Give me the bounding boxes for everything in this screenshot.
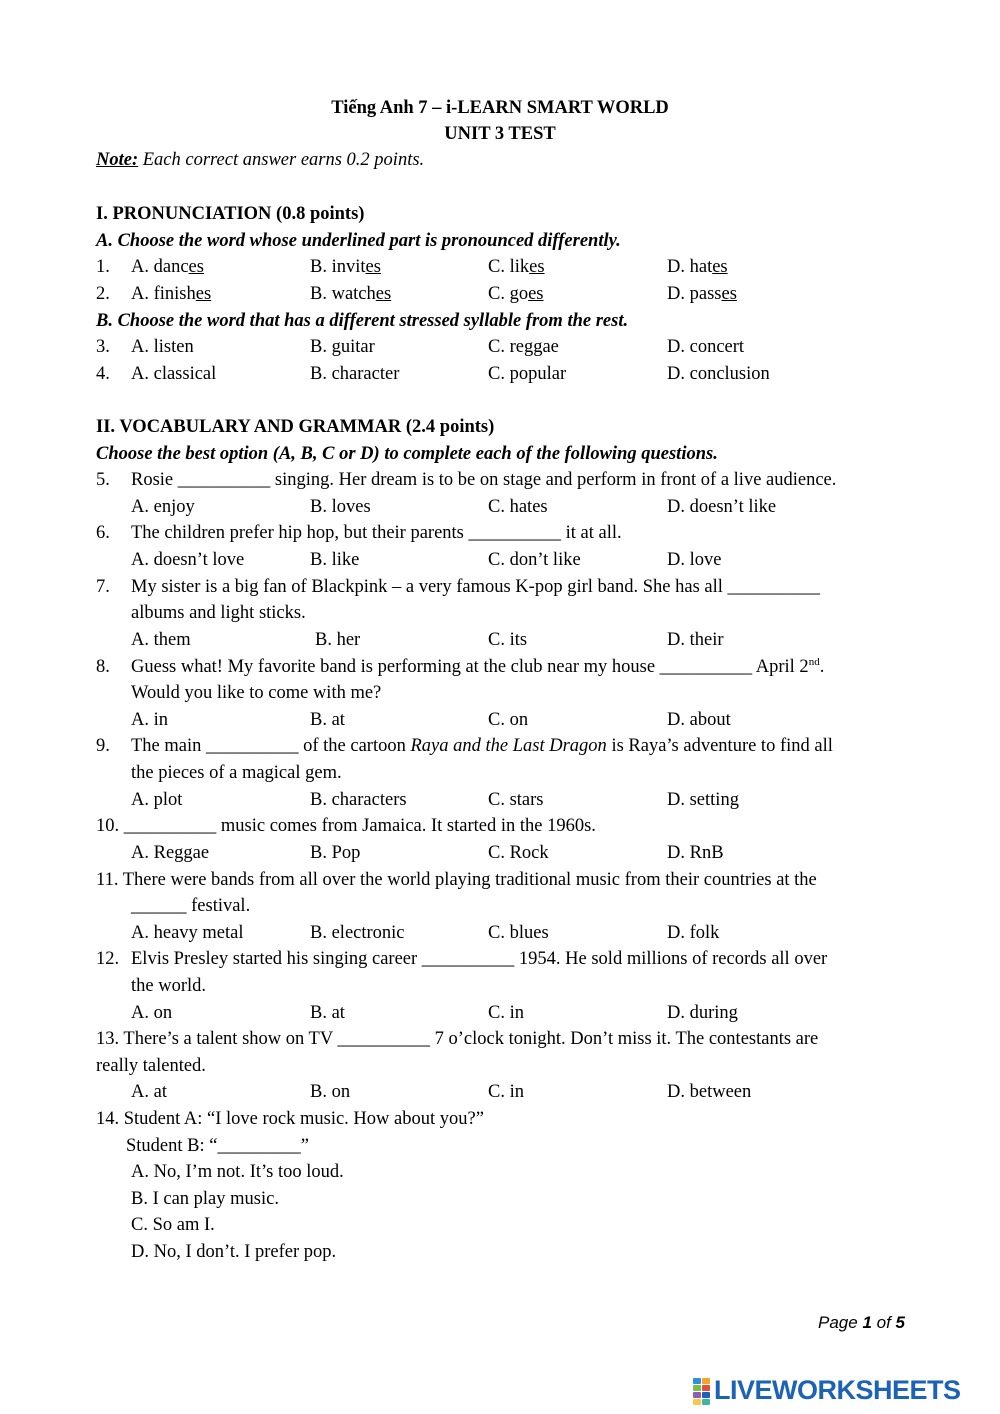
part-a-instruction: A. Choose the word whose underlined part is pronounced differently. — [96, 231, 621, 251]
question-8 — [96, 655, 946, 679]
option-d[interactable]: D. their — [667, 630, 724, 650]
question-number: 1. — [96, 257, 110, 277]
question-13-options — [96, 1080, 946, 1104]
option-c[interactable]: C. hates — [488, 497, 548, 517]
question-number: 5. — [96, 470, 110, 490]
question-4 — [96, 362, 946, 386]
question-11: 11. There were bands from all over the world playing traditional music from their countries at the — [96, 870, 817, 890]
option-d[interactable]: D. conclusion — [667, 364, 770, 384]
current-page: 1 — [862, 1313, 872, 1332]
section-pronunciation-title: I. PRONUNCIATION (0.8 points) — [96, 204, 365, 224]
option-a[interactable]: A. Reggae — [131, 843, 210, 863]
option-a[interactable]: A. them — [131, 630, 191, 650]
question-6-options — [96, 548, 946, 572]
option-c[interactable]: C. Rock — [488, 843, 549, 863]
option-a[interactable]: A. finishes — [131, 284, 212, 304]
option-a[interactable]: A. enjoy — [131, 497, 195, 517]
question-7-options — [96, 628, 946, 652]
logo-text: LIVEWORKSHEETS — [714, 1375, 961, 1405]
question-5-options — [96, 495, 946, 519]
total-pages: 5 — [895, 1313, 905, 1332]
question-number: 6. — [96, 523, 110, 543]
option-b[interactable]: B. loves — [310, 497, 371, 517]
option-d[interactable]: D. setting — [667, 790, 739, 810]
section-vocabulary-instruction: Choose the best option (A, B, C or D) to complete each of the following questions. — [96, 444, 718, 464]
liveworksheets-logo — [693, 1374, 989, 1406]
option-d[interactable]: D. folk — [667, 923, 720, 943]
question-text: The main __________ of the cartoon Raya and the Last Dragon is Raya’s adventure to find all — [131, 736, 833, 756]
question-text-continued: albums and light sticks. — [131, 603, 306, 623]
question-13: 13. There’s a talent show on TV __________ 7 o’clock tonight. Don’t miss it. The contestants are — [96, 1029, 819, 1049]
option-c[interactable]: C. popular — [488, 364, 567, 384]
option-d[interactable]: D. during — [667, 1003, 738, 1023]
option-a[interactable]: A. at — [131, 1082, 167, 1102]
option-b[interactable]: B. at — [310, 1003, 345, 1023]
question-number: 8. — [96, 657, 110, 677]
question-14: 14. Student A: “I love rock music. How about you?” — [96, 1109, 484, 1129]
question-text-continued: the pieces of a magical gem. — [131, 763, 342, 783]
question-text-continued: ______ festival. — [131, 896, 251, 916]
option-c[interactable]: C. goes — [488, 284, 544, 304]
option-b[interactable]: B. her — [315, 630, 361, 650]
option-c[interactable]: C. on — [488, 710, 529, 730]
question-number: 12. — [96, 949, 120, 969]
question-text: Elvis Presley started his singing career __________ 1954. He sold millions of records all over — [131, 949, 828, 969]
option-c[interactable]: C. reggae — [488, 337, 559, 357]
question-9 — [96, 734, 946, 758]
note-text: Each correct answer earns 0.2 points. — [138, 150, 425, 170]
option-d[interactable]: D. about — [667, 710, 731, 730]
option-c[interactable]: C. So am I. — [131, 1215, 215, 1235]
option-b[interactable]: B. character — [310, 364, 400, 384]
option-c[interactable]: C. stars — [488, 790, 544, 810]
movie-title: Raya and the Last Dragon — [410, 736, 607, 756]
option-b[interactable]: B. at — [310, 710, 345, 730]
question-text-continued: Would you like to come with me? — [131, 683, 382, 703]
option-d[interactable]: D. concert — [667, 337, 745, 357]
question-9-options — [96, 788, 946, 812]
option-a[interactable]: A. dances — [131, 257, 204, 277]
option-b[interactable]: B. Pop — [310, 843, 361, 863]
question-12 — [96, 947, 946, 971]
question-3 — [96, 335, 946, 359]
option-a[interactable]: A. listen — [131, 337, 194, 357]
page-number: Page 1 of 5 — [818, 1313, 905, 1332]
option-a[interactable]: A. doesn’t love — [131, 550, 245, 570]
option-b[interactable]: B. electronic — [310, 923, 405, 943]
option-d[interactable]: D. love — [667, 550, 722, 570]
option-c[interactable]: C. its — [488, 630, 528, 650]
document-subtitle: UNIT 3 TEST — [444, 124, 556, 144]
option-d[interactable]: D. No, I don’t. I prefer pop. — [131, 1242, 337, 1262]
part-b-instruction: B. Choose the word that has a different stressed syllable from the rest. — [96, 311, 629, 331]
question-10-options — [96, 841, 946, 865]
section-vocabulary-title: II. VOCABULARY AND GRAMMAR (2.4 points) — [96, 417, 495, 437]
option-c[interactable]: C. in — [488, 1003, 524, 1023]
question-text: Rosie __________ singing. Her dream is to be on stage and perform in front of a live audience. — [131, 470, 837, 490]
question-8-options — [96, 708, 946, 732]
option-c[interactable]: C. don’t like — [488, 550, 581, 570]
question-2 — [96, 282, 946, 306]
option-b[interactable]: B. like — [310, 550, 360, 570]
option-b[interactable]: B. characters — [310, 790, 407, 810]
option-a[interactable]: A. classical — [131, 364, 217, 384]
question-text: The children prefer hip hop, but their parents __________ it at all. — [131, 523, 622, 543]
option-b[interactable]: B. I can play music. — [131, 1189, 279, 1209]
question-number: 7. — [96, 577, 110, 597]
question-text-continued: the world. — [131, 976, 207, 996]
option-c[interactable]: C. in — [488, 1082, 524, 1102]
question-6 — [96, 521, 946, 545]
ordinal-suffix: nd — [808, 655, 820, 668]
question-text: My sister is a big fan of Blackpink – a very famous K-pop girl band. She has all __________ — [131, 577, 821, 597]
option-a[interactable]: A. in — [131, 710, 168, 730]
question-10: 10. __________ music comes from Jamaica. It started in the 1960s. — [96, 816, 596, 836]
option-a[interactable]: A. heavy metal — [131, 923, 244, 943]
option-d[interactable]: D. doesn’t like — [667, 497, 777, 517]
option-a[interactable]: A. plot — [131, 790, 183, 810]
question-1 — [96, 255, 946, 279]
question-11-options — [96, 921, 946, 945]
question-number: 4. — [96, 364, 110, 384]
question-5 — [96, 468, 946, 492]
question-number: 9. — [96, 736, 110, 756]
document-title: Tiếng Anh 7 – i-LEARN SMART WORLD — [331, 98, 669, 118]
option-c[interactable]: C. likes — [488, 257, 545, 277]
question-text-continued: really talented. — [96, 1056, 206, 1076]
question-number: 2. — [96, 284, 110, 304]
option-d[interactable]: D. hates — [667, 257, 728, 277]
option-a[interactable]: A. on — [131, 1003, 173, 1023]
option-b[interactable]: B. guitar — [310, 337, 375, 357]
question-number: 3. — [96, 337, 110, 357]
option-b[interactable]: B. invites — [310, 257, 381, 277]
option-a[interactable]: A. No, I’m not. It’s too loud. — [131, 1162, 344, 1182]
note-line — [96, 148, 424, 172]
question-text: Guess what! My favorite band is performing at the club near my house __________ April 2nd. — [131, 655, 825, 677]
question-7 — [96, 575, 946, 599]
option-d[interactable]: D. RnB — [667, 843, 724, 863]
question-12-options — [96, 1001, 946, 1025]
option-b[interactable]: B. watches — [310, 284, 392, 304]
option-d[interactable]: D. between — [667, 1082, 752, 1102]
option-b[interactable]: B. on — [310, 1082, 351, 1102]
liveworksheets-logo-icon — [693, 1378, 710, 1402]
option-c[interactable]: C. blues — [488, 923, 549, 943]
note-label: Note: — [96, 150, 139, 170]
option-d[interactable]: D. passes — [667, 284, 737, 304]
question-14-student-b: Student B: “_________” — [126, 1136, 309, 1156]
